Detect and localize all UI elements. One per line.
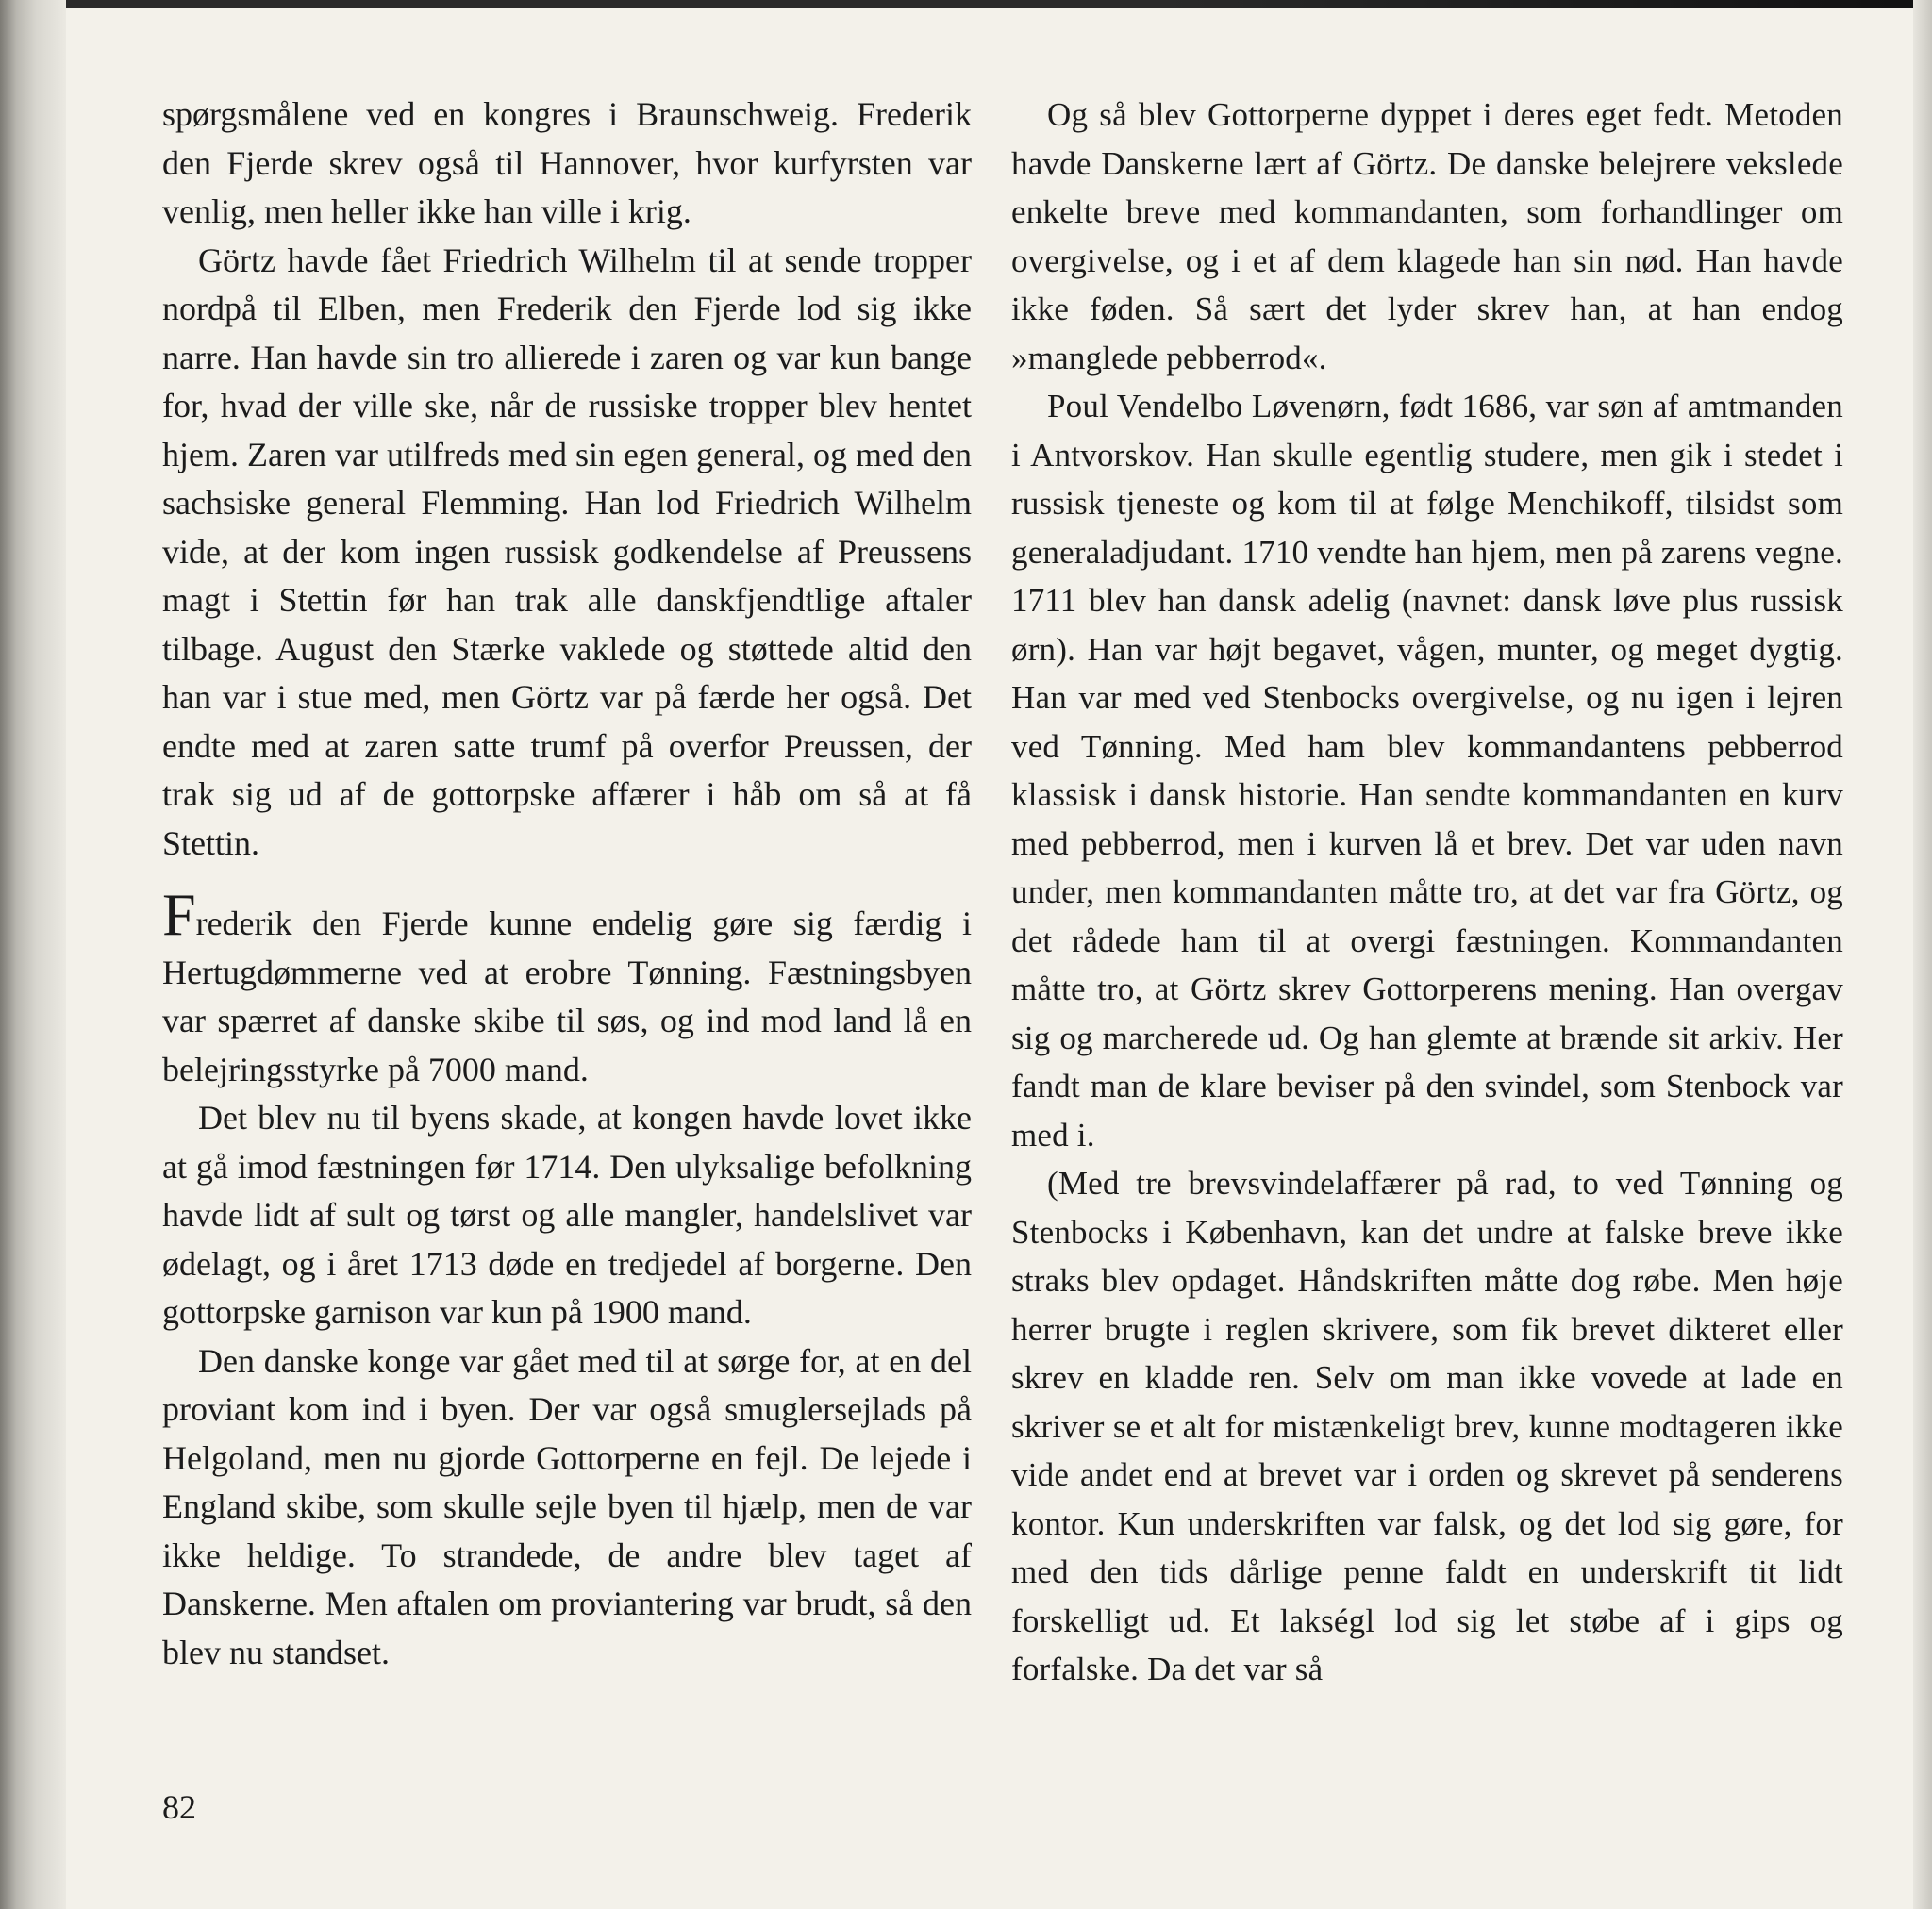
- paragraph: Og så blev Gottorperne dyppet i deres eget fedt. Metoden havde Danskerne lært af Görtz. De danske belejrere vekslede enkelte breve med kommandanten, som forhandlinger om overgivelse, og i et af dem klagede han sin nød. Han havde ikke føden. Så sært det lyder skrev han, at han endog »manglede pebberrod«.: [1011, 96, 1843, 376]
- book-spine: [0, 0, 66, 1909]
- paragraph: Poul Vendelbo Løvenørn, født 1686, var søn af amtmanden i Antvorskov. Han skulle egentlig studere, men gik i stedet i russisk tjeneste og kom til at følge Menchikoff, tilsidst som generaladjudant. 1710 vendte han hjem, men på zarens vegne. 1711 blev han dansk adelig (navnet: dansk løve plus russisk ørn). Han var højt begavet, vågen, munter, og meget dygtig. Han var med ved Stenbocks overgivelse, og nu igen i lejren ved Tønning. Med ham blev kommandantens pebberrod klassisk i dansk historie. Han sendte kommandanten en kurv med pebberrod, men i kurven lå et brev. Det var uden navn under, men kommandanten måtte tro, at det var fra Görtz, og det rådede ham til at overgi fæstningen. Kommandanten måtte tro, at Görtz skrev Gottorperens mening. Han overgav sig og marcherede ud. Og han glemte at brænde sit arkiv. Her fandt man de klare beviser på den svindel, som Stenbock var med i.: [1011, 388, 1843, 1154]
- page-right-edge: [1913, 0, 1932, 1909]
- section-opening-paragraph: [162, 881, 972, 1094]
- right-column: [1011, 91, 1843, 1694]
- top-edge: [0, 0, 1932, 8]
- page-number: 82: [162, 1788, 196, 1826]
- paragraph: Det blev nu til byens skade, at kongen havde lovet ikke at gå imod fæstningen før 1714. Den ulyksalige befolkning havde lidt af sult og tørst og alle mangler, handelslivet var ødelagt, og i året 1713 døde en tredjedel af borgerne. Den gottorpske garnison var kun på 1900 mand.: [162, 1099, 972, 1331]
- paragraph: Den danske konge var gået med til at sørge for, at en del proviant kom ind i byen. Der var også smuglersejlads på Helgoland, men nu gjorde Gottorperne en fejl. De lejede i England skibe, som skulle sejle byen til hjælp, men de var ikke heldige. To strandede, de andre blev taget af Danskerne. Men aftalen om proviantering var brudt, så den blev nu standset.: [162, 1341, 972, 1671]
- paragraph-text: rederik den Fjerde kunne endelig gøre sig færdig i Hertugdømmerne ved at erobre Tønning. Fæstningsbyen var spærret af danske skibe til søs, og ind mod land lå en belejringsstyrke på 7000 mand.: [162, 905, 972, 1088]
- paragraph: Görtz havde fået Friedrich Wilhelm til at sende tropper nordpå til Elben, men Frederik den Fjerde lod sig ikke narre. Han havde sin tro allierede i zaren og var kun bange for, hvad der ville ske, når de russiske tropper blev hentet hjem. Zaren var utilfreds med sin egen general, og med den sachsiske general Flemming. Han lod Friedrich Wilhelm vide, at der kom ingen russisk godkendelse af Preussens magt i Stettin før han trak alle danskfjendtlige aftaler tilbage. August den Stærke vaklede og støttede altid den han var i stue med, men Görtz var på færde her også. Det endte med at zaren satte trumf på overfor Preussen, der trak sig ud af de gottorpske affærer i håb om så at få Stettin.: [162, 241, 972, 862]
- paragraph: spørgsmålene ved en kongres i Braunschweig. Frederik den Fjerde skrev også til Hannover, hvor kurfyrsten var venlig, men heller ikke han ville i krig.: [162, 95, 972, 230]
- drop-cap: F: [162, 881, 196, 948]
- paragraph: (Med tre brevsvindelaffærer på rad, to ved Tønning og Stenbocks i København, kan det undre at falske breve ikke straks blev opdaget. Håndskriften måtte dog røbe. Men høje herrer brugte i reglen skrivere, som fik brevet dikteret eller skrev en kladde ren. Selv om man ikke vovede at lade en skriver se et alt for mistænkeligt brev, kunne modtageren ikke vide andet end at brevet var i orden og skrevet på senderens kontor. Kun underskriften var falsk, og det lod sig gøre, for med den tids dårlige penne faldt en underskrift tit lidt forskelligt ud. Et lakségl lod sig let støbe af i gips og forfalske. Da det var så: [1011, 1165, 1843, 1687]
- left-column: [162, 91, 972, 1677]
